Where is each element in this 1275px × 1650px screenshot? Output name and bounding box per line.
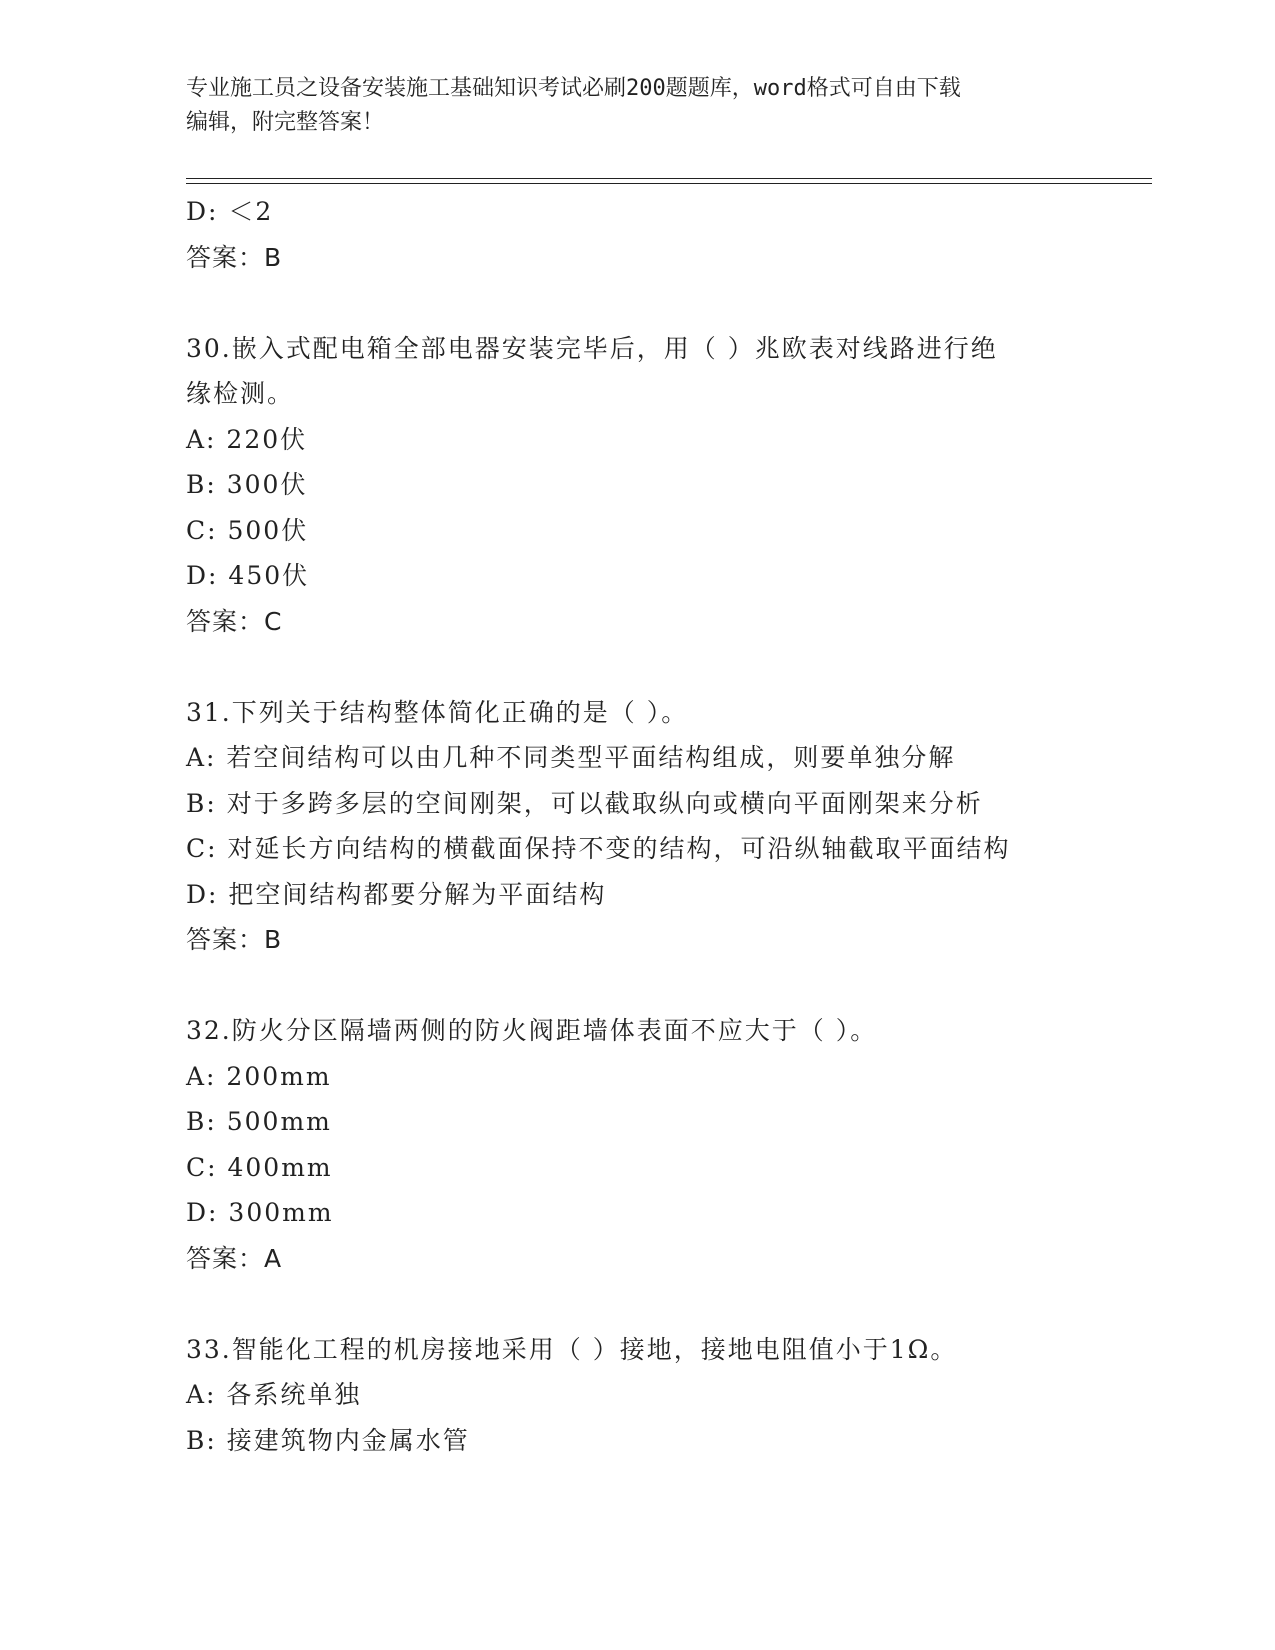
question-33 [186, 1327, 1146, 1464]
option-b: B: 接建筑物内金属水管 [186, 1425, 470, 1455]
option-d: D: 450伏 [186, 561, 310, 590]
option-c: C: 对延长方向结构的横截面保持不变的结构，可沿纵轴截取平面结构 [186, 834, 1011, 863]
question-stem: 31.下列关于结构整体简化正确的是（ ）。 [186, 697, 689, 727]
answer: 答案：A [186, 1243, 283, 1273]
document-body [186, 189, 1146, 1463]
answer: 答案：B [186, 925, 283, 954]
question-stem: 32.防火分区隔墙两侧的防火阀距墙体表面不应大于（ ）。 [186, 1016, 878, 1045]
spacer [186, 280, 1146, 326]
question-32 [186, 1008, 1146, 1281]
option-d: D: ＜2 [186, 197, 274, 226]
header-line-1: 专业施工员之设备安装施工基础知识考试必刷200题题库，word格式可自由下载 [186, 76, 961, 101]
option-a: A: 200mm [186, 1061, 332, 1091]
option-d: D: 300mm [186, 1198, 334, 1227]
document-header [186, 72, 1086, 140]
question-stem: 33.智能化工程的机房接地采用（ ）接地，接地电阻值小于1Ω。 [186, 1334, 958, 1364]
option-a: A: 各系统单独 [186, 1380, 362, 1409]
option-a: A: 220伏 [186, 424, 308, 454]
option-c: C: 500伏 [186, 515, 309, 545]
option-c: C: 400mm [186, 1152, 333, 1182]
header-divider-bottom [186, 183, 1152, 184]
question-30 [186, 326, 1146, 645]
spacer [186, 644, 1146, 690]
question-stem-continued: 缘检测。 [186, 379, 295, 408]
answer: 答案：C [186, 606, 283, 636]
option-d: D: 把空间结构都要分解为平面结构 [186, 879, 607, 909]
option-a: A: 若空间结构可以由几种不同类型平面结构组成，则要单独分解 [186, 743, 956, 772]
question-31 [186, 690, 1146, 963]
spacer [186, 1281, 1146, 1327]
question-stem: 30.嵌入式配电箱全部电器安装完毕后，用（ ）兆欧表对线路进行绝 [186, 333, 998, 363]
option-b: B: 300伏 [186, 470, 308, 499]
header-divider-top [186, 178, 1152, 179]
spacer [186, 963, 1146, 1009]
header-line-2: 编辑，附完整答案！ [186, 110, 385, 135]
option-b: B: 500mm [186, 1107, 332, 1136]
option-b: B: 对于多跨多层的空间刚架，可以截取纵向或横向平面刚架来分析 [186, 788, 983, 818]
answer: 答案：B [186, 242, 283, 272]
question-29-tail [186, 189, 1146, 280]
